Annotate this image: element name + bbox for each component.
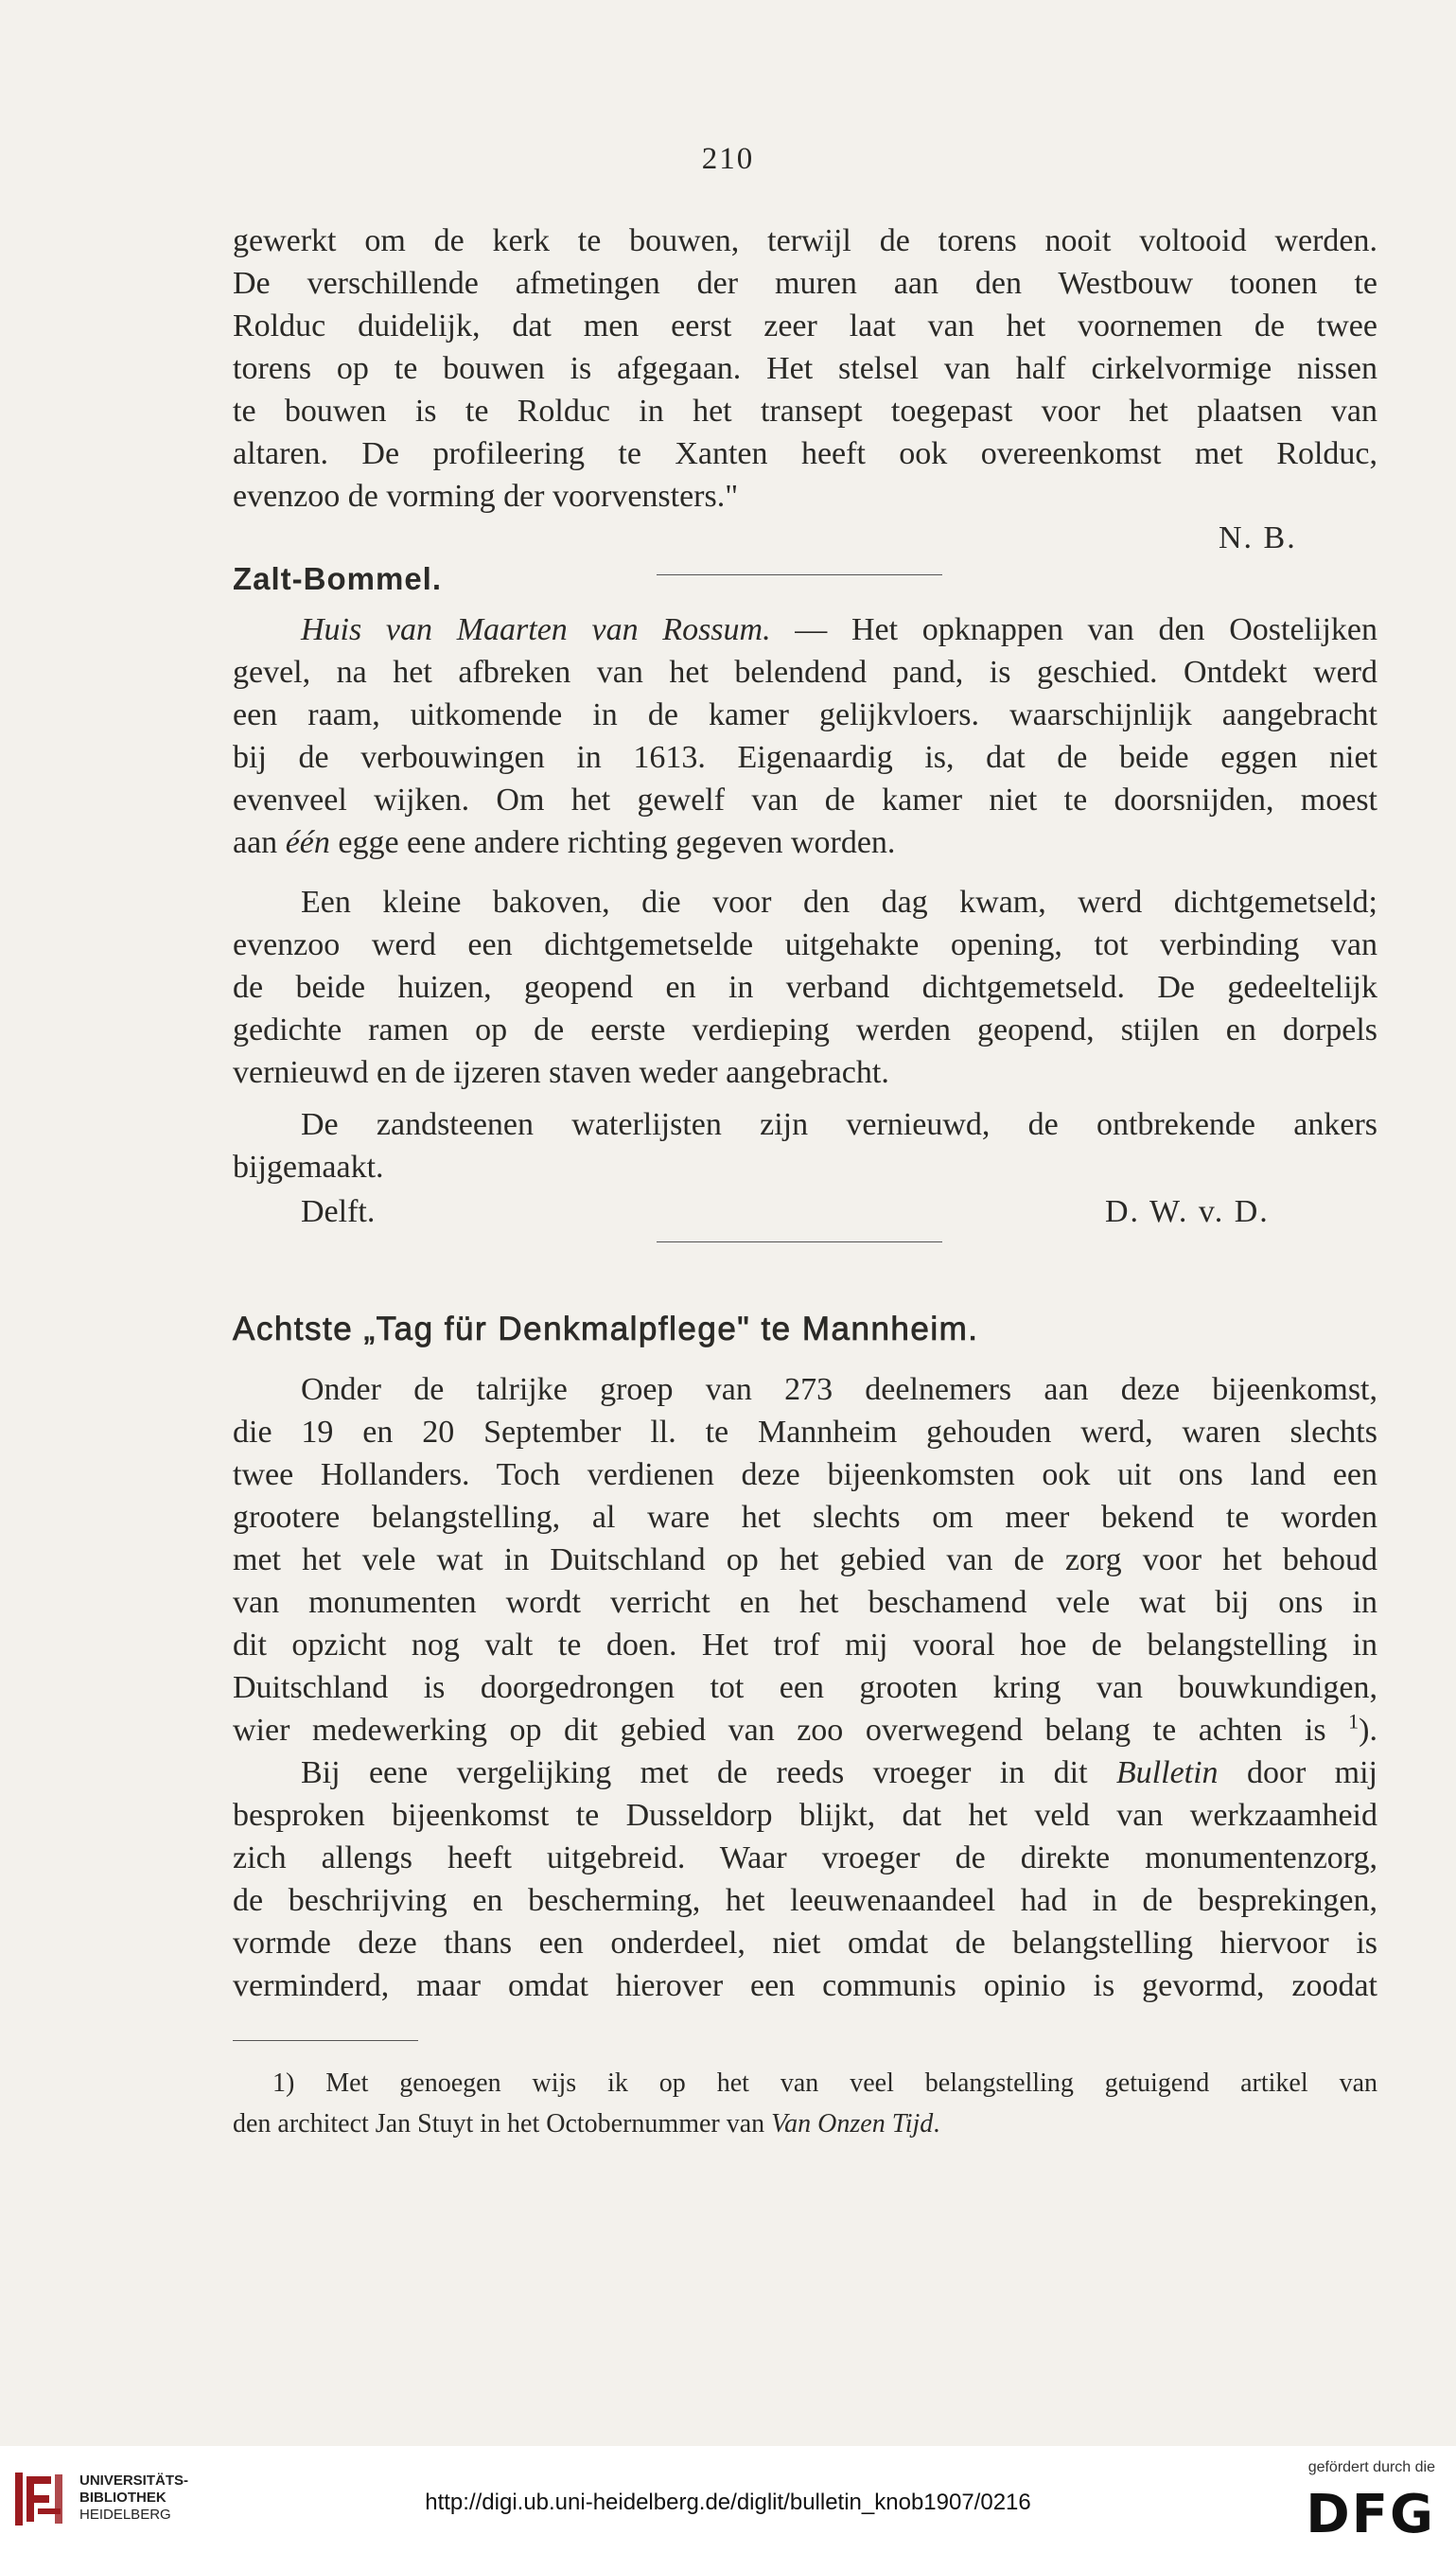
- funder-caption: gefördert durch die: [1307, 2459, 1435, 2475]
- intro-line: te bouwen is te Rolduc in het transept toegepast voor het plaatsen van: [233, 394, 1377, 429]
- achtste-line: zich allengs heeft uitgebreid. Waar vroeger de direkte monumentenzorg,: [233, 1840, 1377, 1875]
- achtste-line-post: door mij: [1218, 1755, 1377, 1790]
- zalt-line: De zandsteenen waterlijsten zijn vernieuwd, de ontbrekende ankers: [301, 1107, 1377, 1142]
- intro-line: De verschillende afmetingen der muren aan den Westbouw toonen te: [233, 266, 1377, 301]
- zalt-line: bij de verbouwingen in 1613. Eigenaardig is, dat de beide eggen niet: [233, 740, 1377, 775]
- achtste-paragraph-2: [233, 1751, 1377, 2007]
- achtste-line: besproken bijeenkomst te Dusseldorp blijkt, dat het veld van werkzaamheid: [233, 1798, 1377, 1833]
- achtste-line: Onder de talrijke groep van 273 deelnemers aan deze bijeenkomst,: [301, 1372, 1377, 1407]
- achtste-line: van monumenten wordt verricht en het beschamend vele wat bij ons in: [233, 1585, 1377, 1620]
- achtste-line-close: ).: [1359, 1713, 1377, 1748]
- intro-signature: N. B.: [1219, 520, 1297, 555]
- achtste-line: dit opzicht nog valt te doen. Het trof mij vooral hoe de belangstelling in: [233, 1628, 1377, 1663]
- page-number: 210: [701, 142, 755, 176]
- italic-word: één: [285, 825, 330, 860]
- section-divider: [657, 1241, 942, 1242]
- achtste-line: de beschrijving en bescherming, het leeuwenaandeel had in de besprekingen,: [233, 1883, 1377, 1918]
- zalt-line: [233, 608, 1377, 651]
- place-name: Delft.: [301, 1194, 376, 1229]
- achtste-line: twee Hollanders. Toch verdienen deze bijeenkomsten ook uit ons land een: [233, 1457, 1377, 1492]
- achtste-line: verminderd, maar omdat hierover een communis opinio is gevormd, zoodat: [233, 1968, 1377, 2003]
- zalt-paragraph-1: [233, 608, 1377, 864]
- digitization-footer: [0, 2446, 1456, 2552]
- library-name-line: HEIDELBERG: [79, 2507, 171, 2523]
- achtste-line: [233, 1751, 1377, 1794]
- zalt-paragraph-2: [233, 881, 1377, 1094]
- intro-line: evenzoo de vorming der voorvensters.": [233, 479, 739, 514]
- zalt-paragraph-3: [233, 1103, 1377, 1188]
- achtste-line: die 19 en 20 September ll. te Mannheim gehouden werd, waren slechts: [233, 1415, 1377, 1450]
- achtste-line: [233, 1709, 1377, 1751]
- library-name-line: UNIVERSITÄTS-: [79, 2473, 189, 2489]
- footnote: [233, 2063, 1377, 2144]
- zalt-line-post: egge eene andere richting gegeven worden.: [329, 825, 896, 860]
- achtste-paragraph-1: [233, 1368, 1377, 1751]
- zalt-line: evenzoo werd een dichtgemetselde uitgehakte opening, tot verbinding van: [233, 927, 1377, 962]
- intro-line: torens op te bouwen is afgegaan. Het stelsel van half cirkelvormige nissen: [233, 351, 1377, 386]
- footnote-line: [233, 2103, 1377, 2144]
- achtste-line: met het vele wat in Duitschland op het gebied van de zorg voor het behoud: [233, 1542, 1377, 1577]
- intro-line: Rolduc duidelijk, dat men eerst zeer laat van het voornemen de twee: [233, 308, 1377, 343]
- permalink-url[interactable]: http://digi.ub.uni-heidelberg.de/diglit/bulletin_knob1907/0216: [425, 2490, 1031, 2515]
- library-name-line: BIBLIOTHEK: [79, 2490, 167, 2506]
- achtste-line-pre: Bij eene vergelijking met de reeds vroeger in dit: [301, 1755, 1116, 1790]
- zalt-line: bijgemaakt.: [233, 1150, 384, 1185]
- italic-journal-name: Bulletin: [1115, 1755, 1219, 1790]
- italic-title: Huis van Maarten van Rossum.: [301, 612, 771, 647]
- achtste-line: Duitschland is doorgedrongen tot een grooten kring van bouwkundigen,: [233, 1670, 1377, 1705]
- zalt-line-rest: — Het opknappen van den Oostelijken: [770, 612, 1377, 647]
- footnote-line-post: .: [933, 2109, 940, 2138]
- intro-paragraph: [233, 220, 1377, 518]
- footnote-separator: [233, 2040, 418, 2041]
- italic-journal-name: Van Onzen Tijd: [771, 2109, 934, 2138]
- footnote-line-pre: den architect Jan Stuyt in het Octobernummer van: [233, 2109, 772, 2138]
- zalt-line: [233, 821, 1377, 864]
- zalt-line: evenveel wijken. Om het gewelf van de kamer niet te doorsnijden, moest: [233, 783, 1377, 818]
- zalt-line: de beide huizen, geopend en in verband dichtgemetseld. De gedeeltelijk: [233, 970, 1377, 1005]
- zalt-signature: D. W. v. D.: [1105, 1194, 1270, 1229]
- achtste-line: grootere belangstelling, al ware het slechts om meer bekend te worden: [233, 1500, 1377, 1535]
- achtste-line-text: wier medewerking op dit gebied van zoo overwegend belang te achten is: [233, 1713, 1349, 1748]
- footnote-reference: 1: [1348, 1709, 1360, 1734]
- footnote-line: 1) Met genoegen wijs ik op het van veel belangstelling getuigend artikel van: [272, 2068, 1377, 2098]
- intro-line: altaren. De profileering te Xanten heeft ook overeenkomst met Rolduc,: [233, 436, 1377, 471]
- intro-line: gewerkt om de kerk te bouwen, terwijl de torens nooit voltooid werden.: [233, 223, 1377, 258]
- zalt-line: een raam, uitkomende in de kamer gelijkvloers. waarschijnlijk aangebracht: [233, 697, 1377, 732]
- dfg-logo: DFG: [1306, 2484, 1435, 2545]
- section-heading-achtste-tag: Achtste „Tag für Denkmalpflege" te Mannheim.: [233, 1311, 979, 1347]
- zalt-line: gevel, na het afbreken van het belendend pand, is geschied. Ontdekt werd: [233, 655, 1377, 690]
- zalt-line: Een kleine bakoven, die voor den dag kwam, werd dichtgemetseld;: [301, 885, 1377, 920]
- zalt-line-pre: aan: [233, 825, 286, 860]
- section-heading-zalt-bommel: Zalt-Bommel.: [233, 561, 443, 596]
- achtste-line: vormde deze thans een onderdeel, niet omdat de belangstelling hiervoor is: [233, 1926, 1377, 1961]
- zalt-line: gedichte ramen op de eerste verdieping werden geopend, stijlen en dorpels: [233, 1012, 1377, 1047]
- zalt-line: vernieuwd en de ijzeren staven weder aangebracht.: [233, 1055, 889, 1090]
- section-divider: [657, 574, 942, 575]
